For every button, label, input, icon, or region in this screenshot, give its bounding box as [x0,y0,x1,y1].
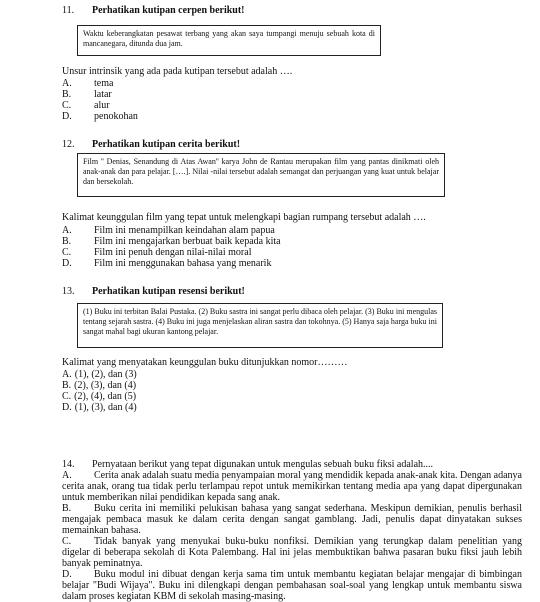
option-a[interactable]: A. Cerita anak adalah suatu media penyampaian moral yang mendidik kepada anak-anak kita. Dengan adanya cerita anak, orang tua tidak perlu terlampau repot untuk memikirkan tentang media apa yang dapat dipergunakan untuk memberikan nilai pendidikan kepada sang anak. [62,470,522,503]
question-11-options [62,78,138,122]
option-d[interactable]: D. (1), (3), dan (4) [62,402,137,413]
cerita-excerpt-box [77,153,445,197]
excerpt-text: (1) Buku ini terbitan Balai Pustaka. (2) Buku sastra ini sangat perlu dibaca oleh pelajar. (3) Buku ini mengulas tentang sejarah sastra. (4) Buku ini juga menjelaskan aliran sastra dan tokohnya. (5) Hanya saja harga buku ini sangat mahal bagi ukuran kantong pelajar. [83,307,437,336]
option-a[interactable]: A. (1), (2), dan (3) [62,369,137,380]
question-13-header [62,286,245,298]
option-b[interactable]: B. latar [62,89,112,100]
question-title: Perhatikan kutipan cerita berikut! [92,139,241,150]
question-number: 12. [62,139,75,150]
excerpt-text: Film '' Denias, Senandung di Atas Awan'' karya John de Rantau merupakan film yang pantas dinikmati oleh anak-anak dan para pelajar. [….]. Nilai -nilai tersebut adalah semangat dan perjuangan yang kuat untuk belajar dan bersekolah. [83,157,439,186]
option-c[interactable]: C. alur [62,100,110,111]
option-c[interactable]: C. Film ini penuh dengan nilai-nilai moral [62,247,252,258]
question-number: 11. [62,5,75,16]
option-b[interactable]: B. Film ini mengajarkan berbuat baik kepada kita [62,236,281,247]
option-a[interactable]: A. tema [62,78,114,89]
question-12-options [62,225,281,269]
question-11-stem: Unsur intrinsik yang ada pada kutipan tersebut adalah …. [62,66,293,77]
option-c[interactable]: C. Tidak banyak yang menyukai buku-buku nonfiksi. Demikian yang terungkap dalam penelitian yang digelar di beberapa sekolah di Kota Palembang. Hal ini jelas membuktikan bahwa pasaran buku fiksi jauh lebih banyak peminatnya. [62,536,522,569]
question-number: 14. [62,459,75,470]
excerpt-text: Waktu keberangkatan pesawat terbang yang akan saya tumpangi menuju sebuah kota di mancanegara, ditunda dua jam. [83,29,375,48]
question-12-header [62,139,240,151]
question-14 [62,459,522,602]
option-b[interactable]: B. Buku cerita ini memiliki pelukisan bahasa yang sangat sederhana. Meskipun demikian, penulis berhasil mengajak pembaca masuk ke dalam cerita dengan sangat gamblang. Jadi, penulis dapat dinyatakan sukses memainkan bahasa. [62,503,522,536]
option-d[interactable]: D. Buku modul ini dibuat dengan kerja sama tim untuk membantu kegiatan belajar mengajar di bimbingan belajar "Budi Wijaya". Buku ini dilengkapi dengan pembahasan soal-soal yang lengkap untuk membantu siswa dalam proses kegiatan KBM di sekolah masing-masing. [62,569,522,602]
resensi-excerpt-box [77,303,443,348]
question-12-stem: Kalimat keunggulan film yang tepat untuk melengkapi bagian rumpang tersebut adalah …. [62,212,426,223]
cerpen-excerpt-box [77,25,381,56]
question-14-header [62,459,522,470]
question-number: 13. [62,286,75,297]
option-b[interactable]: B. (2), (3), dan (4) [62,380,137,391]
question-13-stem: Kalimat yang menyatakan keunggulan buku ditunjukkan nomor……… [62,357,348,368]
question-title: Perhatikan kutipan resensi berikut! [92,286,245,297]
option-d[interactable]: D. penokohan [62,111,138,122]
question-title: Pernyataan berikut yang tepat digunakan untuk mengulas sebuah buku fiksi adalah.... [92,459,434,470]
option-c[interactable]: C. (2), (4), dan (5) [62,391,137,402]
question-title: Perhatikan kutipan cerpen berikut! [92,5,245,16]
question-13-options [62,369,137,413]
question-11-header [62,5,245,17]
option-a[interactable]: A. Film ini menampilkan keindahan alam papua [62,225,275,236]
option-d[interactable]: D. Film ini menggunakan bahasa yang menarik [62,258,272,269]
